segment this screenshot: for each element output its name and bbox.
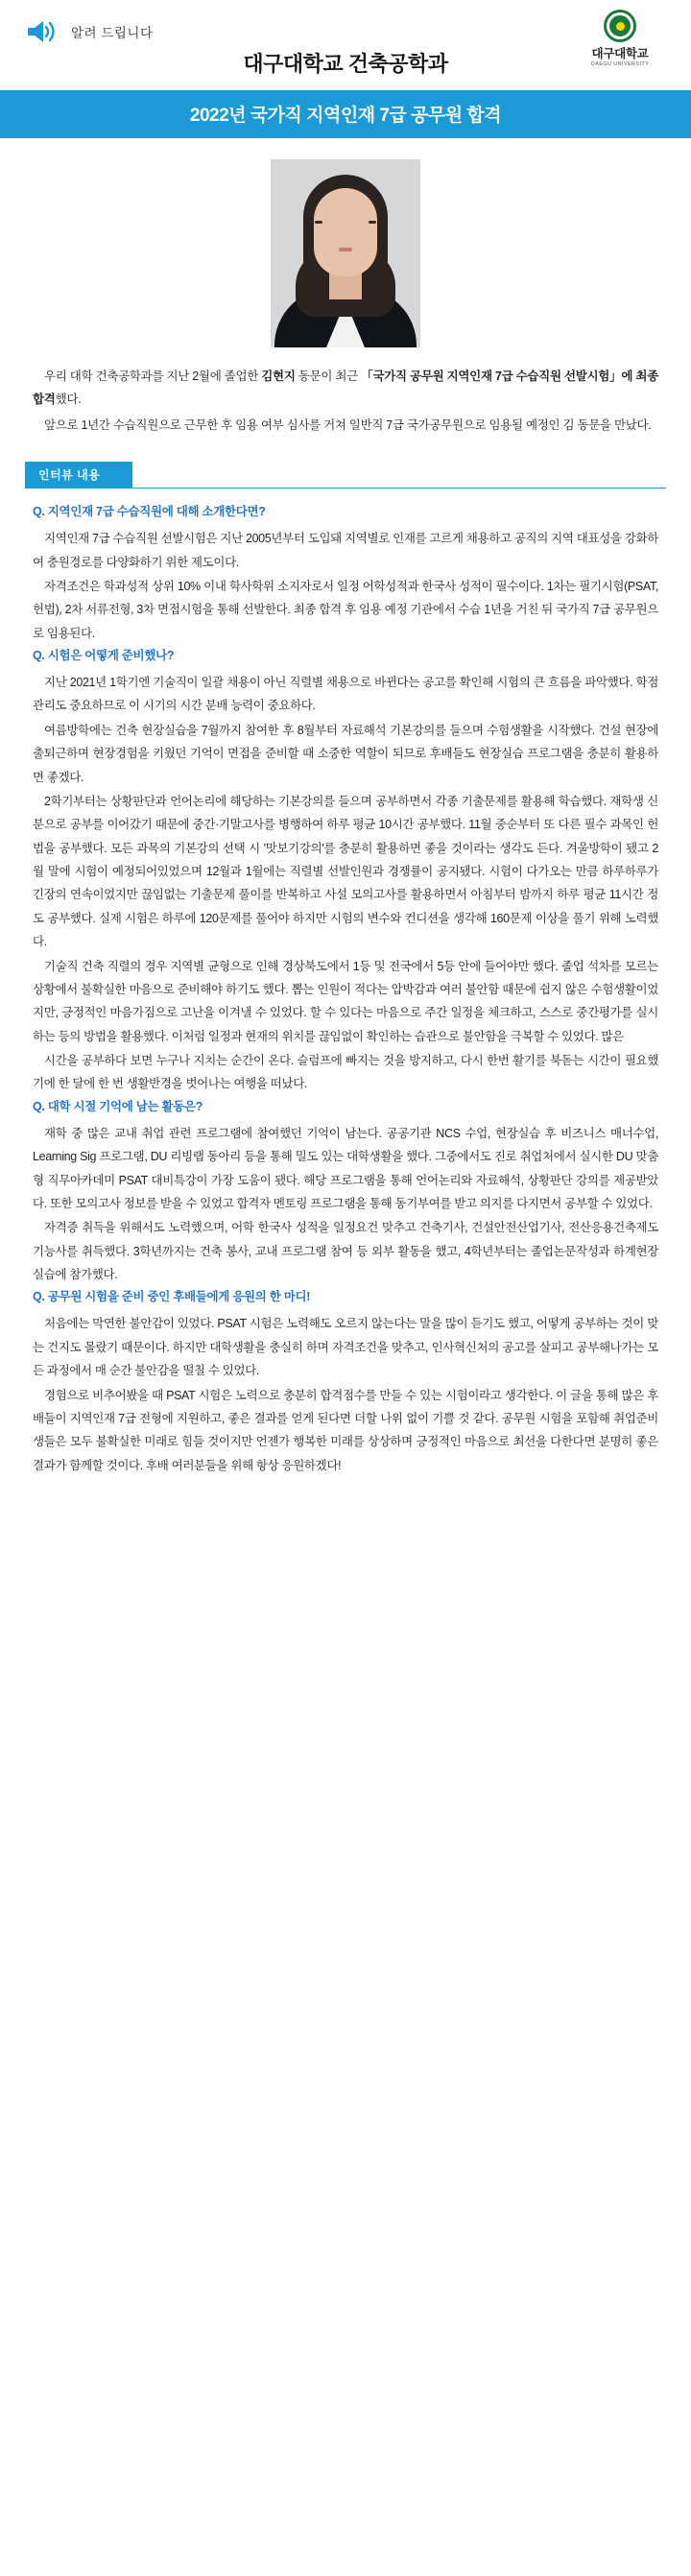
answer-paragraph: 지난 2021년 1학기엔 기술직이 일괄 채용이 아닌 직렬별 채용으로 바뀐다는 공고를 확인해 시험의 큰 흐름을 파악했다. 학점관리도 중요하므로 이 시기의 시간 분배 능력이 중요하다.: [33, 676, 658, 713]
exam-title-bold: 「국가직 공무원 지역인재 7급 수습직원 선발시험」에 최종 합격: [33, 370, 658, 407]
intro-paragraph-2: 앞으로 1년간 수습직원으로 근무한 후 임용 여부 심사를 거쳐 일반직 7급 국가공무원으로 임용될 예정인 김 동문을 만났다.: [44, 417, 652, 432]
answer-3: [33, 1122, 658, 1287]
notice-row: [25, 17, 666, 46]
interview-body: [0, 489, 691, 1516]
question-4: Q. 공무원 시험을 준비 중인 후배들에게 응원의 한 마디!: [33, 1290, 311, 1304]
answer-paragraph: 기술직 건축 직렬의 경우 지역별 균형으로 인해 경상북도에서 1등 및 전국에서 5등 안에 들어야만 했다. 졸업 석차를 모르는 상황에서 불확실한 마음으로 준비해야 하기도 했다. 뽑는 인원이 적다는 압박감과 여러 불안함 때문에 쉽지 않은 수험생활이었지만, 긍정적인 마음가짐으로 고난을 이겨낼 수 있었다. 할 수 있다는 마음으로 주간 일정을 체크하고, 스스로 중간평가를 실시하는 등의 방법을 활용했다. 이처럼 일정과 현재의 위치를 끊임없이 확인하는 습관으로 불안함을 극복할 수 있었다. 많은: [33, 959, 658, 1043]
page-header: [0, 0, 691, 83]
intro-mid: 동문이 최근: [295, 370, 362, 383]
intro-lead: 우리 대학 건축공학과를 지난 2월에 졸업한: [44, 370, 262, 383]
answer-paragraph: 처음에는 막연한 불안감이 있었다. PSAT 시험은 노력해도 오르지 않는다는 말을 많이 듣기도 했고, 어떻게 공부하는 것이 맞는 건지도 몰랐기 때문이다. 하지만 대학생활을 충실히 하며 자격조건을 맞추고, 인사혁신처의 공고를 살피고 공부해나가는 모든 과정에서 매 순간 불안감을 떨칠 수 있었다.: [33, 1317, 658, 1378]
answer-paragraph: 시간을 공부하다 보면 누구나 지치는 순간이 온다. 슬럼프에 빠지는 것을 방지하고, 다시 한번 활기를 북돋는 시간이 필요했기에 한 달에 한 번 생활반경을 벗어나는 여행을 떠났다.: [33, 1054, 658, 1091]
qa-block: [33, 1287, 658, 1477]
qa-block: [33, 502, 658, 645]
answer-paragraph: 지역인재 7급 수습직원 선발시험은 지난 2005년부터 도입돼 지역별로 인재를 고르게 채용하고 공직의 지역 대표성을 강화하여 충원경로를 다양화하기 위한 제도이다.: [33, 532, 658, 569]
qa-block: [33, 1097, 658, 1287]
portrait-photo: [271, 159, 420, 347]
portrait-container: [0, 138, 691, 361]
answer-paragraph: 자격조건은 학과성적 상위 10% 이내 학사학위 소지자로서 일정 어학성적과 한국사 성적이 필수이다. 1차는 필기시험(PSAT, 헌법), 2차 서류전형, 3차 면접시험을 통해 선발한다. 최종 합격 후 임용 예정 기관에서 수습 1년을 거친 뒤 국가직 7급 공무원으로 임용된다.: [33, 579, 658, 640]
speaker-icon: [25, 17, 58, 46]
qa-block: [33, 646, 658, 1096]
section-title-interview: 인터뷰 내용: [25, 462, 132, 488]
intro-paragraph-1: [33, 365, 658, 412]
university-logo: [574, 10, 666, 67]
university-name-en: DAEGU UNIVERSITY: [590, 61, 650, 67]
headline-banner: 2022년 국가직 지역인재 7급 공무원 합격: [0, 90, 691, 138]
answer-paragraph: 여름방학에는 건축 현장실습을 7월까지 참여한 후 8월부터 자료해석 기본강의를 들으며 수험생활을 시작했다. 건설 현장에 출퇴근하며 현장경험을 키웠던 기억이 면접을 준비할 때 소중한 역할이 되므로 후배들도 현장실습 프로그램을 충분히 활용하면 좋겠다.: [33, 723, 658, 784]
page-title: 대구대학교 건축공학과: [243, 52, 448, 76]
university-emblem-icon: [604, 10, 636, 42]
intro-tail: 했다.: [55, 393, 82, 407]
question-2: Q. 시험은 어떻게 준비했나?: [33, 649, 175, 662]
university-name-kr: 대구대학교: [591, 47, 649, 60]
answer-2: [33, 671, 658, 1096]
notice-label: 알려 드립니다: [71, 26, 154, 40]
intro-text: [0, 361, 691, 456]
answer-paragraph: 2학기부터는 상황판단과 언어논리에 해당하는 기본강의를 들으며 공부하면서 각종 기출문제를 활용해 학습했다. 재학생 신분으로 공부를 이어갔기 때문에 중간·기말고사를 병행하여 하루 평균 10시간 공부했다. 11월 중순부터 또 다른 필수 과목인 헌법을 공부했다. 모든 과목의 기본강의 선택 시 '맛보기강의'를 충분히 활용하면 좋을 것이라는 생각도 든다. 겨울방학이 됐고 2월 말에 시험이 예정되어있었으며 12월과 1월에는 직렬별 선발인원과 경쟁률이 공지됐다. 시험이 다가오는 만큼 하루하루가 긴장의 연속이었지만 끊임없는 기출문제 풀이를 반복하고 사설 모의고사를 활용하면서 아침부터 밤까지 하루 평균 11시간 정도 공부했다. 실제 시험은 하루에 120문제를 풀어야 하지만 시험의 변수와 컨디션을 생각해 160문제 이상을 풀기 위해 노력했다.: [33, 794, 658, 949]
question-1: Q. 지역인재 7급 수습직원에 대해 소개한다면?: [33, 505, 266, 519]
answer-4: [33, 1312, 658, 1477]
question-3: Q. 대학 시절 기억에 남는 활동은?: [33, 1099, 203, 1113]
answer-paragraph: 경험으로 비추어봤을 때 PSAT 시험은 노력으로 충분히 합격점수를 만들 수 있는 시험이라고 생각한다. 이 글을 통해 많은 후배들이 지역인재 7급 전형에 지원하고, 좋은 결과를 얻게 된다면 더할 나위 없이 기쁠 것 같다. 공무원 시험을 포함해 취업준비생들은 모두 불확실한 미래로 힘들 것이지만 언젠가 행복한 미래를 상상하며 긍정적인 마음으로 최선을 다한다면 분명히 좋은 결과가 함께할 것이다. 후배 여러분들을 위해 항상 응원하겠다!: [33, 1388, 658, 1472]
answer-paragraph: 재학 중 많은 교내 취업 관련 프로그램에 참여했던 기억이 남는다. 공공기관 NCS 수업, 현장실습 후 비즈니스 매너수업, Learning Sig 프로그램, DU 리빙랩 동아리 등을 통해 밀도 있는 대학생활을 했다. 그중에서도 진로 취업처에서 실시한 DU 맞춤형 직무아카데미 PSAT 대비특강이 가장 도움이 됐다. 해당 프로그램을 통해 언어논리와 자료해석, 상황판단 강의를 제공받았다. 또한 모의고사 정보를 받을 수 있었고 합격자 멘토링 프로그램을 통해 동기부여를 받고 의지를 다지면서 공부할 수 있었다.: [33, 1126, 658, 1210]
alumnus-name: 김현지: [261, 370, 296, 383]
answer-paragraph: 자격증 취득을 위해서도 노력했으며, 어학 한국사 성적을 일정요건 맞추고 건축기사, 건설안전산업기사, 전산응용건축제도기능사를 취득했다. 3학년까지는 건축 봉사, 교내 프로그램 참여 등 외부 활동을 했고, 4학년부터는 졸업논문작성과 하계현장실습에 참가했다.: [33, 1221, 658, 1281]
answer-1: [33, 527, 658, 645]
